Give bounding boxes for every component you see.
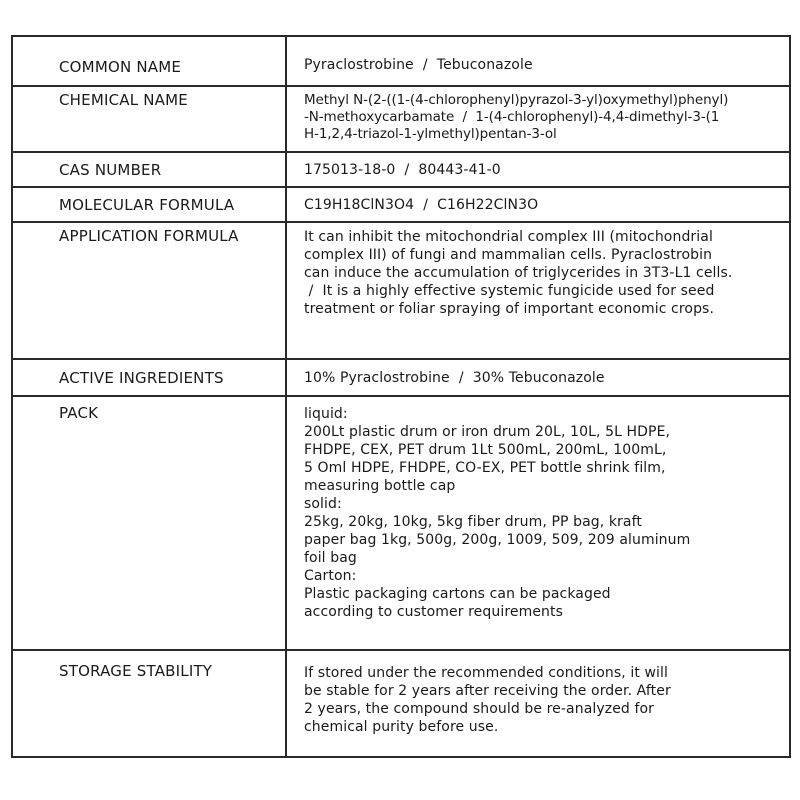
table-row [12,187,790,222]
chemical-name-label: CHEMICAL NAME [59,91,188,109]
row-label-cell [12,36,286,86]
table-row [12,86,790,152]
cas-number-value: 175013-18-0 / 80443-41-0 [304,162,501,178]
row-value-cell [286,187,790,222]
row-label-cell [12,152,286,187]
row-label-cell [12,187,286,222]
row-label-cell [12,650,286,757]
application-formula-value: It can inhibit the mitochondrial complex III (mitochondrial complex III) of fungi and mammalian cells. Pyraclostrobin can induce the accumulation of triglycerides in 3T3-L1 cells. / It is a highly effective systemic fungicide used for seed treatment or foliar spraying of important economic crops. [304,229,733,317]
table-row [12,396,790,650]
storage-stability-label: STORAGE STABILITY [59,662,213,680]
table-row [12,359,790,396]
row-value-cell [286,396,790,650]
row-value-cell [286,36,790,86]
product-spec-table [11,35,791,758]
common-name-value: Pyraclostrobine / Tebuconazole [304,57,533,73]
molecular-formula-value: C19H18ClN3O4 / C16H22ClN3O [304,197,539,213]
table-row [12,152,790,187]
cas-number-label: CAS NUMBER [59,161,162,179]
chemical-name-value: Methyl N-(2-((1-(4-chlorophenyl)pyrazol-3-yl)oxymethyl)phenyl) -N-methoxycarbamate / 1-(4-chlorophenyl)-4,4-dimethyl-3-(1 H-1,2,4-triazol-1-ylmethyl)pentan-3-ol [304,92,729,142]
active-ingredients-label: ACTIVE INGREDIENTS [59,369,224,387]
active-ingredients-value: 10% Pyraclostrobine / 30% Tebuconazole [304,370,605,386]
row-label-cell [12,86,286,152]
table-row [12,222,790,359]
row-label-cell [12,396,286,650]
row-value-cell [286,650,790,757]
pack-value: liquid: 200Lt plastic drum or iron drum 20L, 10L, 5L HDPE, FHDPE, CEX, PET drum 1Lt 500mL, 200mL, 100mL, 5 Oml HDPE, FHDPE, CO-EX, PET bottle shrink film, measuring bottle cap solid: 25kg, 20kg, 10kg, 5kg fiber drum, PP bag, kraft paper bag 1kg, 500g, 200g, 1009, 509, 209 aluminum foil bag Carton: Plastic packaging cartons can be packaged according to customer requirements [304,406,691,620]
storage-stability-value: If stored under the recommended conditions, it will be stable for 2 years after receiving the order. After 2 years, the compound should be re-analyzed for chemical purity before use. [304,665,671,735]
molecular-formula-label: MOLECULAR FORMULA [59,196,235,214]
application-formula-label: APPLICATION FORMULA [59,227,239,245]
pack-label: PACK [59,404,99,422]
row-label-cell [12,222,286,359]
table-row [12,650,790,757]
common-name-label: COMMON NAME [59,58,182,76]
row-value-cell [286,86,790,152]
table-row [12,36,790,86]
row-value-cell [286,152,790,187]
row-value-cell [286,222,790,359]
row-label-cell [12,359,286,396]
row-value-cell [286,359,790,396]
